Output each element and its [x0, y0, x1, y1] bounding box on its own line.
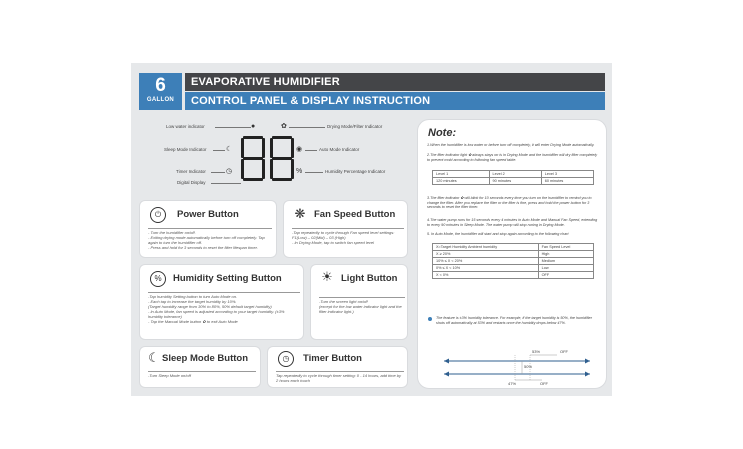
table-cell: Low — [538, 265, 593, 272]
table-header: Fan Speed Level — [538, 244, 593, 251]
fan-speed-table — [432, 243, 594, 279]
bullet-icon — [428, 317, 432, 321]
note-1: 1.When the humidifier is low water or before turn off completely, it will enter Drying Mode automatically. — [427, 143, 595, 147]
tolerance-graph-svg — [442, 347, 592, 387]
light-button-card — [310, 264, 408, 340]
capacity-number: 6 — [155, 75, 166, 96]
table-cell: X ≥ 20% — [433, 251, 539, 258]
light-button-desc: -Turn the screen light on/off (except for the low water indicator light and the filter indicator light.) — [319, 297, 405, 314]
leader-line — [289, 127, 325, 128]
note-2: 2.The filter indicator light ✿ always stays on is in Drying Mode and the humidifier will dry filter completely to prevent mold according to following fan speed table: — [427, 153, 598, 162]
water-drop-icon: ● — [251, 123, 256, 130]
graph-mid-pct: 50% — [524, 364, 533, 369]
graph-top-pct: 53% — [532, 349, 541, 354]
leader-line — [305, 172, 323, 173]
clock-icon: ◷ — [278, 351, 294, 367]
fan-speed-card — [283, 200, 408, 258]
fan-speed-title: Fan Speed Button — [314, 209, 396, 220]
clock-icon: ◷ — [226, 168, 233, 175]
power-button-card — [139, 200, 277, 258]
sleep-mode-card — [139, 346, 261, 388]
graph-top-state: OFF — [560, 349, 568, 354]
light-bulb-icon: ☀ — [321, 269, 333, 284]
sleep-mode-label: Sleep Mode Indicator — [164, 147, 207, 152]
humidity-setting-title: Humidity Setting Button — [173, 273, 282, 284]
notes-panel — [417, 119, 607, 389]
low-water-label: Low water indicator — [166, 124, 205, 129]
humidity-percentage-label: Humidity Percentage Indicator — [325, 169, 386, 174]
auto-mode-icon: ◉ — [296, 146, 303, 153]
humidity-setting-card — [139, 264, 304, 340]
leader-line — [305, 150, 317, 151]
graph-bottom-pct: 47% — [508, 381, 517, 386]
instruction-sheet — [131, 63, 612, 396]
fan-speed-desc: -Tap repeatedly to cycle through Fan speed level settings: F1(Low) – 02(Mid) – 03 (High) - In Drying Mode, tap to switch fan speed level — [292, 228, 404, 245]
capacity-badge — [139, 73, 182, 110]
table-cell: 60 minutes — [541, 178, 593, 185]
table-header: Level 3 — [541, 171, 593, 178]
moon-icon: ☾ — [226, 146, 233, 153]
tolerance-graph — [442, 347, 592, 387]
drying-mode-label: Drying Mode/Filter Indicator — [327, 124, 383, 129]
timer-button-title: Timer Button — [303, 353, 362, 364]
table-cell: 10% ≤ X < 20% — [433, 258, 539, 265]
digital-display — [241, 136, 295, 182]
section-title: CONTROL PANEL & DISPLAY INSTRUCTION — [185, 92, 605, 110]
leader-line — [211, 183, 241, 184]
drying-time-table — [432, 170, 594, 185]
table-cell: 120 minutes — [433, 178, 490, 185]
capacity-unit: GALLON — [146, 97, 175, 103]
power-icon: ⏻ — [150, 207, 166, 223]
note-3: 3.The filter indicator ✿ will blink for 10 seconds every time you turn on the humidifier to remind you to change the filter. After you replace the filter or the filter is fine, press and hold the power button for 3 seconds to reset the filter timer. — [427, 196, 592, 210]
timer-button-card — [267, 346, 408, 388]
moon-icon: ☾ — [148, 350, 160, 365]
table-header: Level 2 — [489, 171, 541, 178]
timer-label: Timer Indicator — [176, 169, 206, 174]
table-header: Level 1 — [433, 171, 490, 178]
table-header: X=Target Humidity Ambient humidity — [433, 244, 539, 251]
product-title: EVAPORATIVE HUMIDIFIER — [185, 73, 605, 91]
table-cell: High — [538, 251, 593, 258]
power-button-title: Power Button — [177, 209, 239, 220]
timer-button-desc: Tap repeatedly to cycle through timer setting: 0 - 14 hours, add time by 2 hours each touch — [276, 371, 404, 383]
percent-icon: % — [296, 168, 303, 175]
graph-bottom-state: OFF — [540, 381, 548, 386]
table-cell: 0% ≤ X < 10% — [433, 265, 539, 272]
humidity-icon: % — [150, 271, 166, 287]
leader-line — [211, 172, 225, 173]
auto-mode-label: Auto Mode Indicator — [319, 147, 360, 152]
leader-line — [215, 127, 251, 128]
note-4: 4.The water pump runs for 15 seconds every 4 minutes in Auto Mode and Manual Fan Speed, extending to every 90 minutes in Sleep Mode. The water pump will stop runing in Drying Mode. — [427, 218, 598, 227]
light-button-title: Light Button — [341, 273, 398, 284]
tolerance-note: The feature is ±3% humidity tolerance. For example, if the target humidity is 50%, the humidifier shuts off automatically at 53% and restarts once the humidity drops below 47%. — [436, 316, 592, 325]
note-5: 5. In Auto Mode, the humidifier will start and stop again according to the following chart — [427, 232, 569, 236]
humidity-setting-desc: -Tap humidity Setting button to turn Auto Mode on. - Each tap to increase the target humidity by 10%. (Target humidity range from 30% to 80%, 50% default target humidity) - In Auto Mode, fan speed is adjusted according to your target humidity. (±3% humidity tolerance) - Tap the Manual Mode button ✿ to exit Auto Mode — [148, 292, 300, 324]
table-cell: X < 0% — [433, 272, 539, 279]
gear-icon: ✿ — [281, 123, 287, 130]
notes-title: Note: — [428, 127, 457, 139]
fan-icon: ❋ — [294, 206, 306, 221]
sleep-mode-title: Sleep Mode Button — [162, 353, 249, 364]
table-cell: 90 minutes — [489, 178, 541, 185]
table-cell: OFF — [538, 272, 593, 279]
table-cell: Medium — [538, 258, 593, 265]
power-button-desc: - Turn the humidifier on/off. - Exiting drying mode automatically before turn off completely. Tap again to turn the humidifier off. - Press and hold for 3 seconds to reset the filter lifespan timer. — [148, 228, 272, 250]
sleep-mode-desc: -Turn Sleep Mode on/off — [148, 371, 256, 378]
leader-line — [213, 150, 225, 151]
digital-display-label: Digital Display — [177, 180, 206, 185]
